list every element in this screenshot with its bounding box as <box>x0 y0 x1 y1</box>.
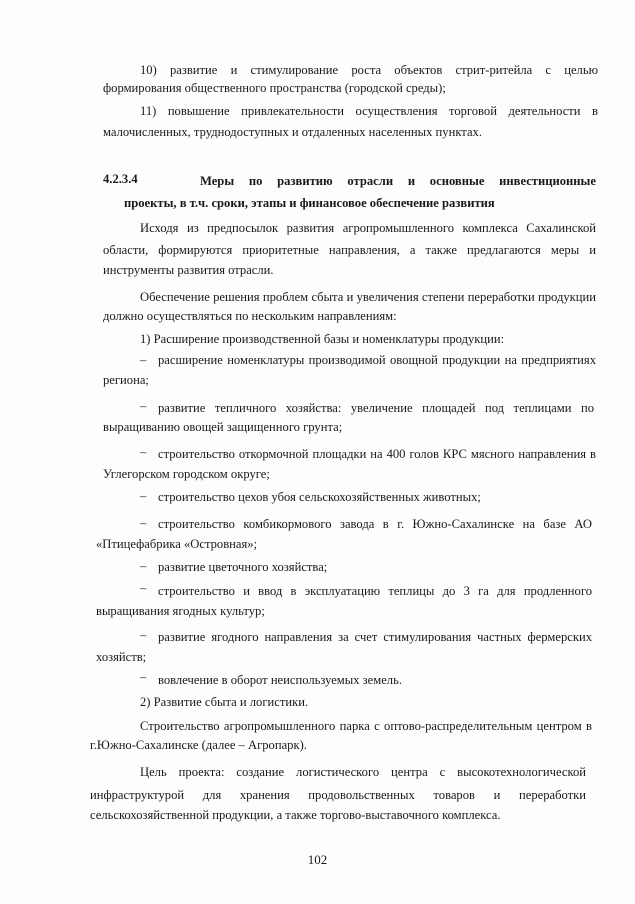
text-line: г.Южно-Сахалинске (далее – Агропарк). <box>90 738 307 752</box>
text-line: 11) повышение привлекательности осуществления торговой деятельности в <box>140 104 598 118</box>
bullet-dash: – <box>140 559 147 573</box>
section-number: 4.2.3.4 <box>103 172 138 186</box>
list-item: хозяйств; <box>96 650 147 664</box>
bullet-dash: – <box>140 628 147 642</box>
bullet-dash: – <box>140 670 147 684</box>
text-line: должно осуществляться по нескольким направлениям: <box>103 309 397 323</box>
text-line: области, формируются приоритетные направления, а также предлагаются меры и <box>103 243 596 257</box>
list-item: выращиванию овощей защищенного грунта; <box>103 420 343 434</box>
text-line: сельскохозяйственной продукции, а также торгово-выставочного комплекса. <box>90 808 501 822</box>
text-line: Обеспечение решения проблем сбыта и увеличения степени переработки продукции <box>140 290 596 304</box>
list-item: вовлечение в оборот неиспользуемых земель. <box>158 673 402 687</box>
bullet-dash: – <box>140 516 147 530</box>
list-item: выращивания ягодных культур; <box>96 604 265 618</box>
list-item: Углегорском городском округе; <box>103 467 270 481</box>
bullet-dash: – <box>140 489 147 503</box>
bullet-dash: – <box>140 581 147 595</box>
list-item: строительство цехов убоя сельскохозяйственных животных; <box>158 490 481 504</box>
list-item: расширение номенклатуры производимой овощной продукции на предприятиях <box>158 353 596 367</box>
section-title: Меры по развитию отрасли и основные инвестиционные <box>200 174 596 188</box>
list-item: региона; <box>103 373 149 387</box>
text-line: инструменты развития отрасли. <box>103 263 274 277</box>
list-heading: 1) Расширение производственной базы и номенклатуры продукции: <box>140 332 505 346</box>
text-line: Строительство агропромышленного парка с оптово-распределительным центром в <box>140 719 592 733</box>
bullet-dash: – <box>140 445 147 459</box>
list-item: развитие ягодного направления за счет стимулирования частных фермерских <box>158 630 592 644</box>
list-item: «Птицефабрика «Островная»; <box>96 537 258 551</box>
bullet-dash: – <box>140 399 147 413</box>
text-line: инфраструктурой для хранения продовольственных товаров и переработки <box>90 788 586 802</box>
text-line: формирования общественного пространства (городской среды); <box>103 81 446 95</box>
text-line: малочисленных, труднодоступных и отдаленных населенных пунктах. <box>103 125 482 139</box>
list-item: строительство откормочной площадки на 400 голов КРС мясного направления в <box>158 447 596 461</box>
list-heading: 2) Развитие сбыта и логистики. <box>140 695 309 709</box>
list-item: развитие цветочного хозяйства; <box>158 560 328 574</box>
list-item: развитие тепличного хозяйства: увеличение площадей под теплицами по <box>158 401 594 415</box>
page-number: 102 <box>307 852 328 867</box>
list-item: строительство комбикормового завода в г. Южно-Сахалинске на базе АО <box>158 517 592 531</box>
text-line: Цель проекта: создание логистического центра с высокотехнологической <box>140 765 586 779</box>
text-line: 10) развитие и стимулирование роста объектов стрит-ритейла с целью <box>140 63 598 77</box>
section-title: проекты, в т.ч. сроки, этапы и финансовое обеспечение развития <box>124 196 495 210</box>
text-line: Исходя из предпосылок развития агропромышленного комплекса Сахалинской <box>140 221 596 235</box>
list-item: строительство и ввод в эксплуатацию теплицы до 3 га для продленного <box>158 584 592 598</box>
bullet-dash: – <box>140 353 147 367</box>
